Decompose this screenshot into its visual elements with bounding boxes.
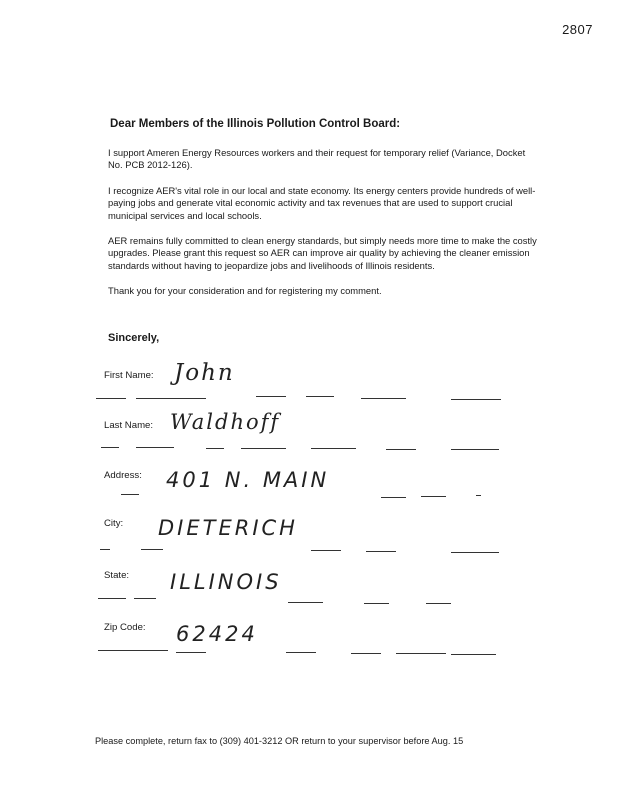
address-value: 401 N. MAIN [166, 468, 330, 492]
zip-code-field[interactable] [96, 622, 516, 682]
first-name-value: John [174, 360, 235, 386]
paragraph-thanks: Thank you for your consideration and for registering my comment. [108, 285, 382, 297]
closing: Sincerely, [108, 332, 160, 344]
paragraph-support: I support Ameren Energy Resources workers and their request for temporary relief (Variance, Docket No. PCB 2012-126). [108, 147, 526, 171]
city-field[interactable] [96, 518, 516, 578]
letter-body [108, 147, 538, 311]
last-name-label: Last Name: [104, 420, 154, 431]
zip-code-value: 62424 [176, 622, 258, 646]
state-field[interactable] [96, 570, 516, 630]
state-label: State: [104, 570, 130, 581]
paragraph-commitment: AER remains fully committed to clean energy standards, but simply needs more time to make the costly upgrades. Please grant this request so AER can improve air quality by achieving the cleaner emission standards without having to jeopardize jobs and livelihoods of Illinois residents. [108, 235, 537, 271]
first-name-label: First Name: [104, 370, 154, 381]
address-label: Address: [104, 470, 142, 481]
zip-code-label: Zip Code: [104, 622, 146, 633]
footer-instructions: Please complete, return fax to (309) 401-3212 OR return to your supervisor before Aug. 15 [95, 736, 464, 746]
city-label: City: [104, 518, 124, 529]
state-value: ILLINOIS [170, 570, 282, 594]
paragraph-role: I recognize AER's vital role in our local and state economy. Its energy centers provide hundreds of well-paying jobs and generate vital economic activity and tax revenues that are used to support crucial municipal services and local schools. [108, 184, 536, 221]
last-name-value: Waldhoff [170, 410, 281, 434]
salutation: Dear Members of the Illinois Pollution Control Board: [110, 118, 401, 130]
page-number: 2807 [562, 22, 593, 37]
city-value: DIETERICH [158, 516, 298, 540]
